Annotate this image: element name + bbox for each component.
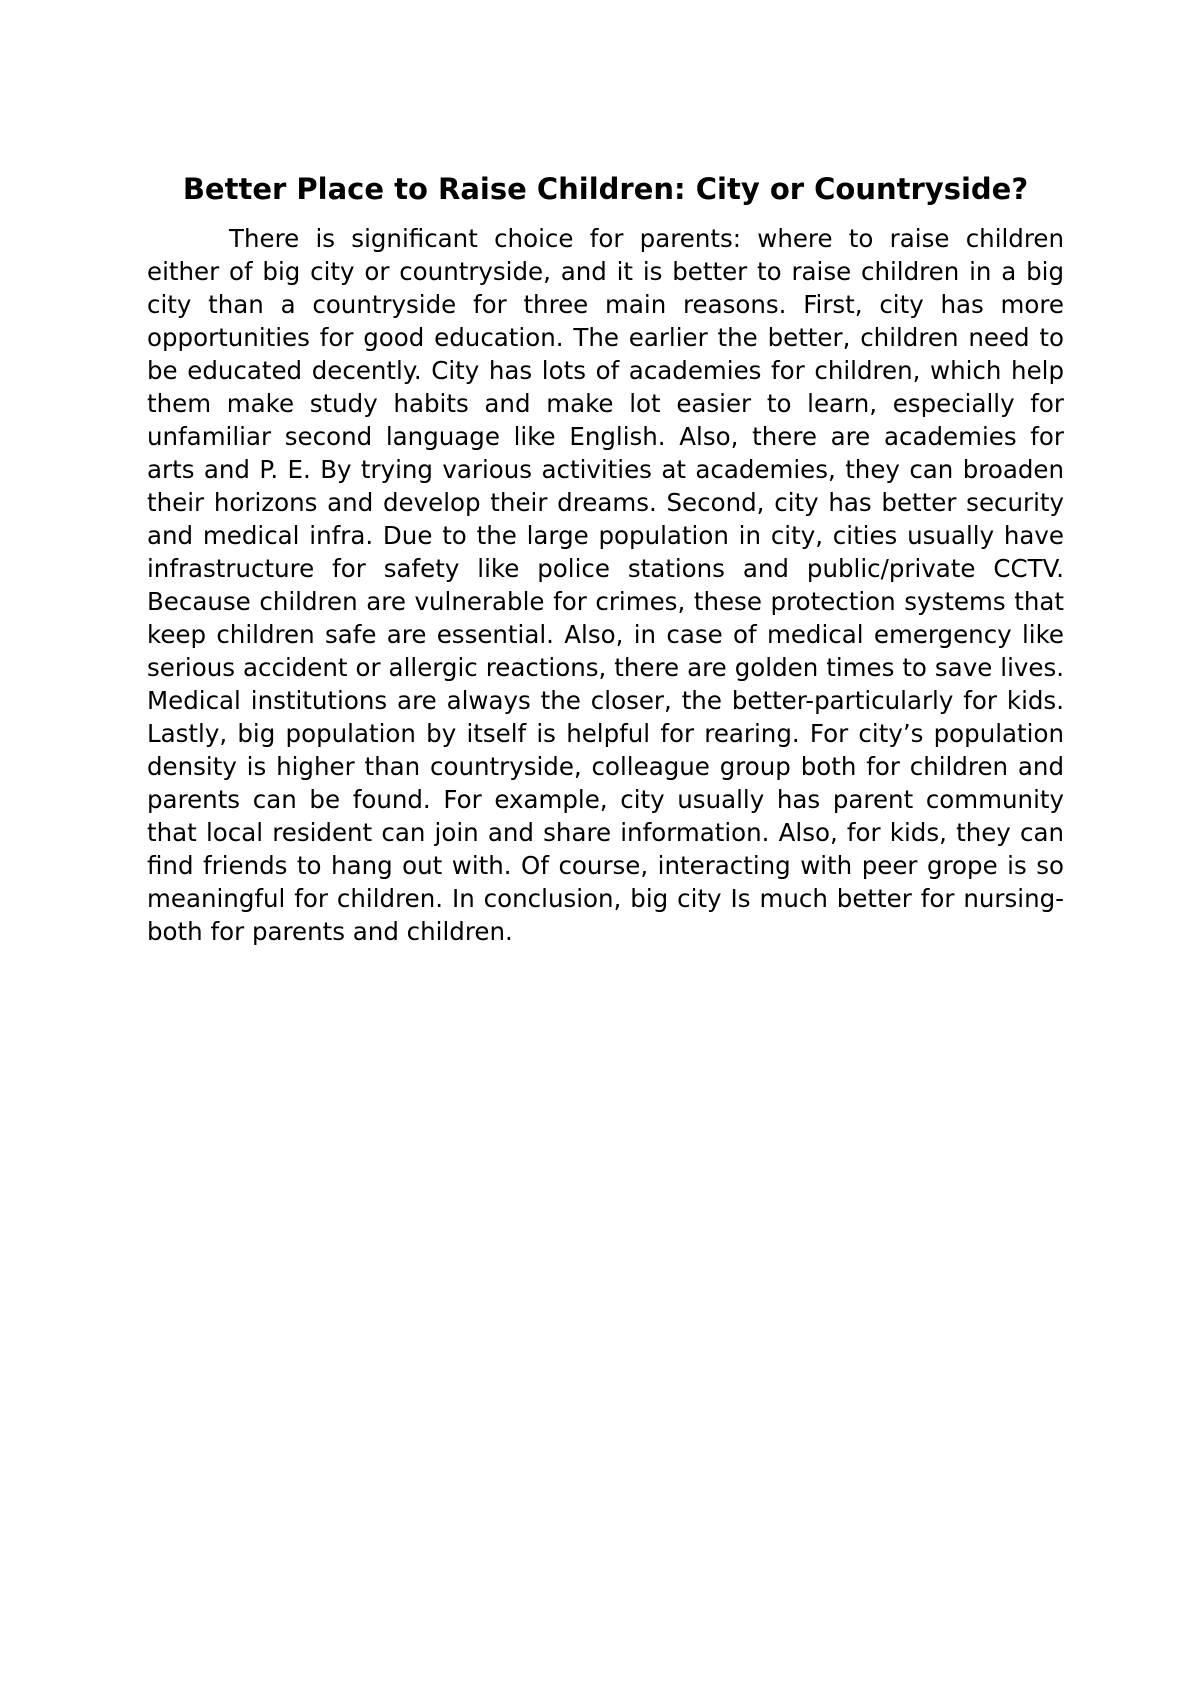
document-content <box>147 170 1064 948</box>
document-body-paragraph: There is significant choice for parents: where to raise children either of big city or countryside, and it is better to raise children in a big city than a countryside for three main reasons. First, city has more opportunities for good education. The earlier the better, children need to be educated decently. City has lots of academies for children, which help them make study habits and make lot easier to learn, especially for unfamiliar second language like English. Also, there are academies for arts and P. E. By trying various activities at academies, they can broaden their horizons and develop their dreams. Second, city has better security and medical infra. Due to the large population in city, cities usually have infrastructure for safety like police stations and public/private CCTV. Because children are vulnerable for crimes, these protection systems that keep children safe are essential. Also, in case of medical emergency like serious accident or allergic reactions, there are golden times to save lives. Medical institutions are always the closer, the better-particularly for kids. Lastly, big population by itself is helpful for rearing. For city’s population density is higher than countryside, colleague group both for children and parents can be found. For example, city usually has parent community that local resident can join and share information. Also, for kids, they can find friends to hang out with. Of course, interacting with peer grope is so meaningful for children. In conclusion, big city Is much better for nursing-both for parents and children. <box>147 224 1064 946</box>
document-title: Better Place to Raise Children: City or Countryside? <box>182 172 1029 206</box>
